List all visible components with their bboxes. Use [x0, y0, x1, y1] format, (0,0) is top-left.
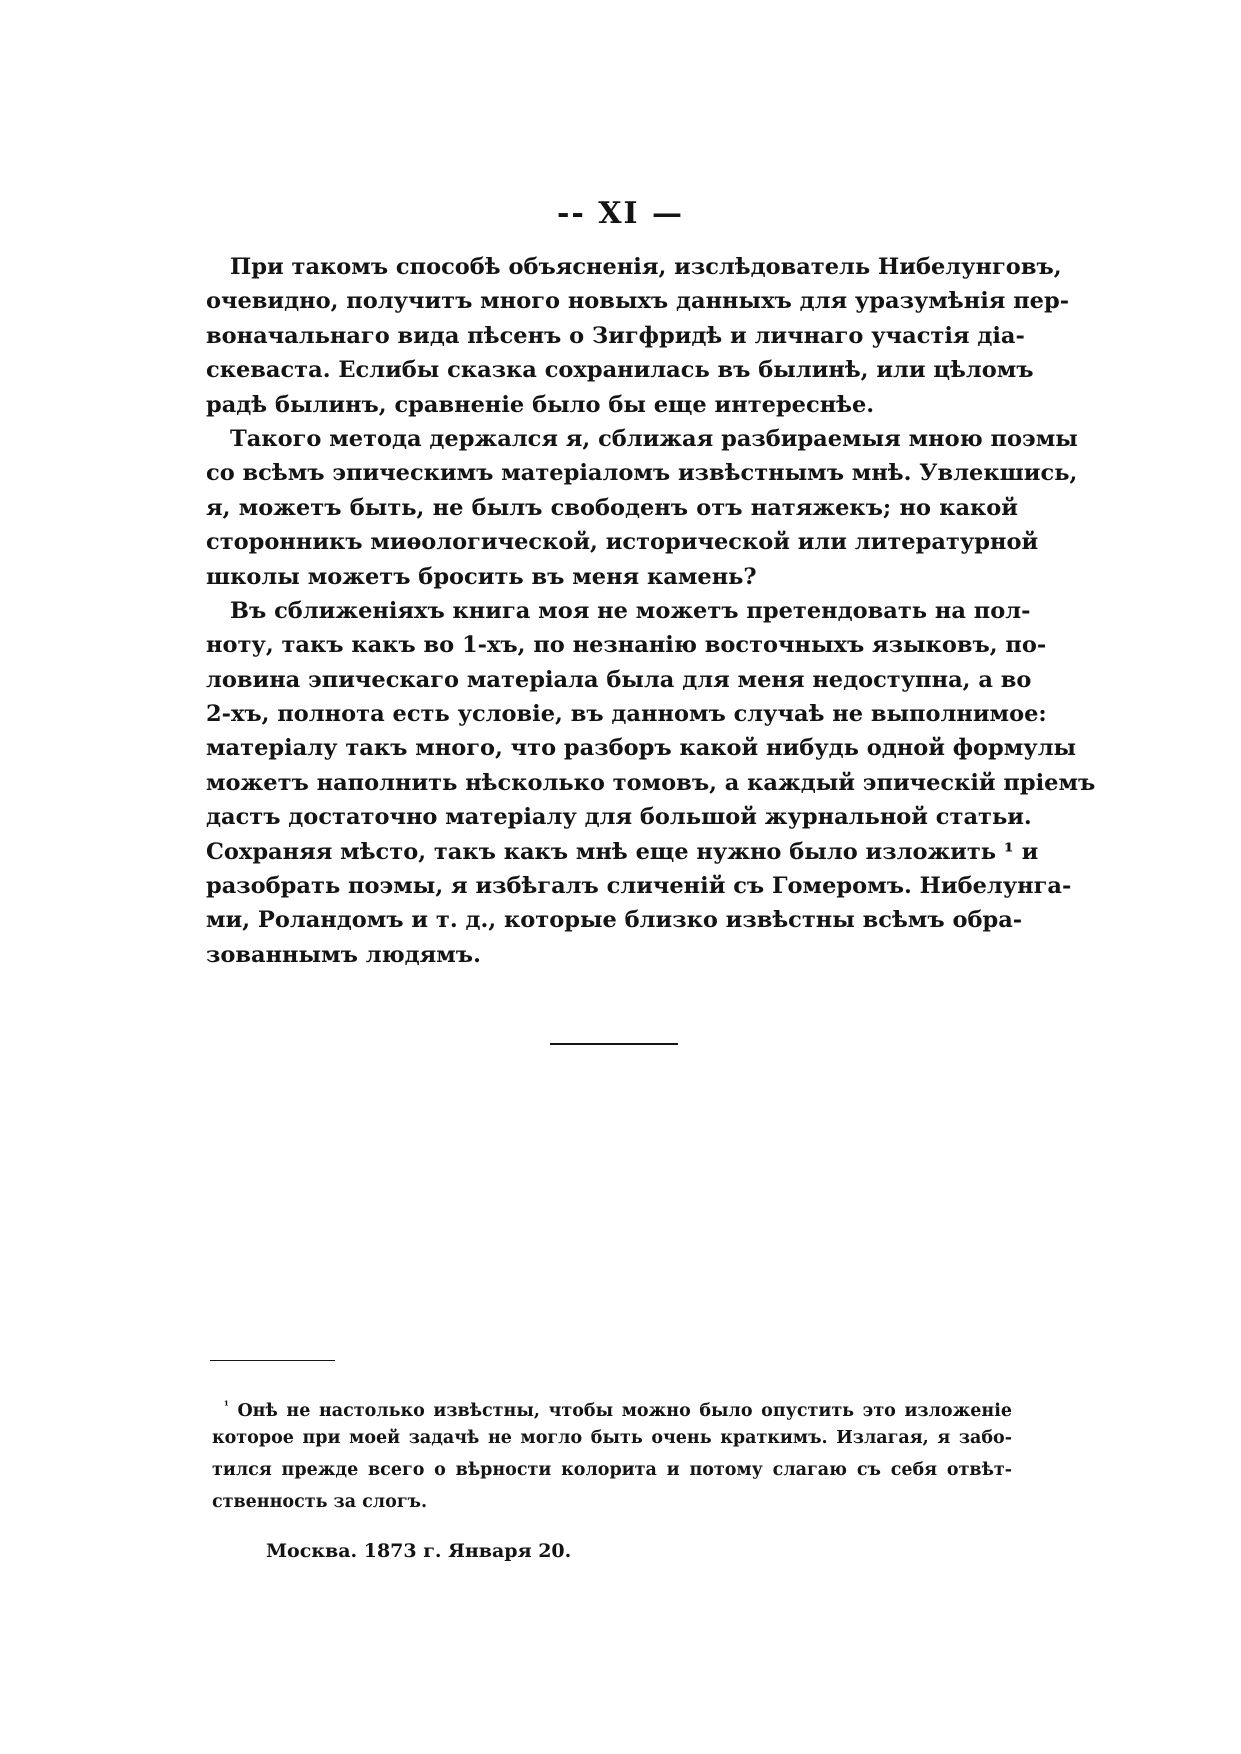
body-line: 2-хъ, полнота есть условіе, въ данномъ случаѣ не выполнимое:: [206, 701, 1047, 728]
body-line: матеріалу такъ много, что разборъ какой нибудь одной формулы: [206, 735, 1077, 762]
body-line: очевидно, получитъ много новыхъ данныхъ для уразумѣнія пер-: [206, 288, 1070, 315]
footnote-line: которое при моей задачѣ не могло быть очень краткимъ. Излагая, я забо-: [212, 1428, 1012, 1448]
body-line: скеваста. Еслибы сказка сохранилась въ былинѣ, или цѣломъ: [206, 357, 1034, 384]
footnote-line: ственность за слогъ.: [212, 1492, 428, 1512]
footnote-line: тился прежде всего о вѣрности колорита и потому слагаю съ себя отвѣт-: [212, 1460, 1012, 1480]
body-line: школы можетъ бросить въ меня камень?: [206, 563, 757, 590]
body-line: разобрать поэмы, я избѣгалъ сличеній съ Гомеромъ. Нибелунга-: [206, 873, 1072, 900]
body-line: ловина эпическаго матеріала была для меня недоступна, а во: [206, 666, 1032, 693]
footnote-line-text: Онѣ не настолько извѣстны, чтобы можно было опустить это изложеніе: [237, 1400, 1013, 1421]
footnote-line: [212, 1390, 1012, 1422]
footnote-marker: ¹: [224, 1399, 229, 1412]
body-text: [206, 250, 1096, 972]
body-line: сторонникъ миѳологической, исторической или литературной: [206, 529, 1039, 556]
page-number: -- XI —: [556, 196, 685, 231]
body-line: Такого метода держался я, сближая разбираемыя мною поэмы: [230, 425, 1078, 452]
body-line: можетъ наполнить нѣсколько томовъ, а каждый эпическій пріемъ: [206, 769, 1096, 796]
body-line: зованнымъ людямъ.: [206, 941, 481, 968]
body-line: Въ сближеніяхъ книга моя не можетъ претендовать на пол-: [230, 597, 1031, 624]
footnote-separator-rule: [210, 1360, 335, 1361]
body-line: Сохраняя мѣсто, такъ какъ мнѣ еще нужно было изложить ¹ и: [206, 838, 1039, 865]
section-divider-rule: [550, 1043, 678, 1045]
body-line: ноту, такъ какъ во 1-хъ, по незнанію восточныхъ языковъ, по-: [206, 632, 1047, 659]
body-line: я, можетъ быть, не былъ свободенъ отъ натяжекъ; но какой: [206, 494, 1018, 521]
body-line: дастъ достаточно матеріалу для большой журнальной статьи.: [206, 804, 1032, 831]
body-line: со всѣмъ эпическимъ матеріаломъ извѣстнымъ мнѣ. Увлекшись,: [206, 460, 1078, 487]
body-line: ми, Роландомъ и т. д., которые близко извѣстны всѣмъ обра-: [206, 907, 1023, 934]
body-line: радѣ былинъ, сравненіе было бы еще интереснѣе.: [206, 391, 875, 418]
body-line: воначальнаго вида пѣсенъ о Зигфридѣ и личнаго участія діа-: [206, 322, 1025, 349]
body-line: При такомъ способѣ объясненія, изслѣдователь Нибелунговъ,: [230, 254, 1062, 280]
place-date-signoff: Москва. 1873 г. Января 20.: [266, 1540, 572, 1562]
footnote: [212, 1390, 1012, 1518]
